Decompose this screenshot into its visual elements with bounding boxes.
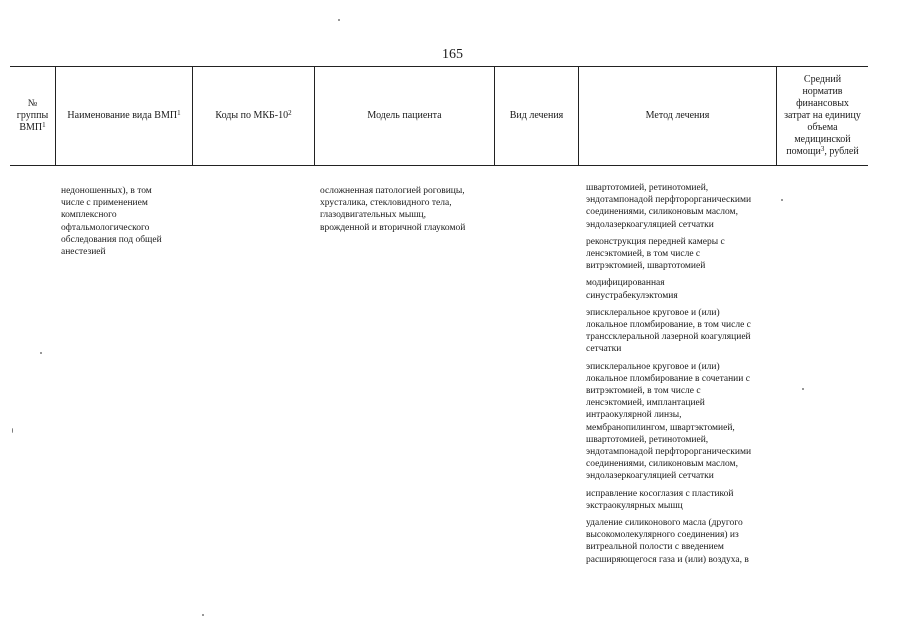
patient-model-line: глазодвигательных мышц, xyxy=(320,210,427,221)
method-line: витрэктомией, в том числе с xyxy=(586,386,701,397)
method-line: синустрабекулэктомия xyxy=(586,290,678,301)
header-cost-line-1: Средний xyxy=(803,74,842,85)
header-cost-line-5: объема xyxy=(807,122,838,133)
header-cost-line-4: затрат на единицу xyxy=(784,110,861,121)
vmp-name-line: анестезией xyxy=(61,247,106,258)
header-cost-line-7a: помощи xyxy=(786,146,821,157)
method-line: реконструкция передней камеры с xyxy=(586,236,725,247)
vmp-name-line: числе с применением xyxy=(61,198,148,209)
patient-model-line: врожденной и вторичной глаукомой xyxy=(320,222,466,233)
method-line: высокомолекулярного соединения) из xyxy=(586,530,739,541)
method-line: эндотампонадой перфторорганическими xyxy=(586,447,752,458)
header-icd-codes-label: Коды по МКБ-10 xyxy=(215,110,289,121)
scan-speck xyxy=(40,352,42,354)
method-line: витрэктомией, швартотомией xyxy=(586,261,706,272)
header-vmp-name-footnote: 1 xyxy=(177,109,181,117)
method-item xyxy=(586,277,782,301)
treatment-method-cell xyxy=(586,182,782,571)
scan-speck xyxy=(338,19,340,21)
method-line: ленсэктомией, имплантацией xyxy=(586,398,705,409)
method-line: транссклеральной лазерной коагуляцией xyxy=(586,332,751,343)
method-line: эндолазеркоагуляцией сетчатки xyxy=(586,471,714,482)
scan-speck xyxy=(12,428,13,433)
header-cost-line-6: медицинской xyxy=(794,134,851,145)
header-cost-line-3: финансовых xyxy=(796,98,849,109)
header-treatment-type-label: Вид лечения xyxy=(509,110,564,121)
vmp-name-line: недоношенных), в том xyxy=(61,186,152,196)
header-group-line-2: группы xyxy=(16,110,49,121)
scan-speck xyxy=(802,388,804,390)
table-header xyxy=(10,66,868,166)
header-group-line-3: ВМП xyxy=(19,122,43,133)
header-group-footnote: 1 xyxy=(42,121,46,129)
header-treatment-method-label: Метод лечения xyxy=(645,110,710,121)
method-item xyxy=(586,307,782,356)
header-group-number xyxy=(10,67,56,165)
header-cost-line-2: норматив xyxy=(802,86,843,97)
method-line: швартотомией, ретинотомией, xyxy=(586,434,709,445)
header-vmp-name-label: Наименование вида ВМП xyxy=(67,110,178,121)
header-group-line-1: № xyxy=(27,98,38,109)
method-line: расширяющегося газа и (или) воздуха, в xyxy=(586,554,749,565)
method-line: соединениями, силиконовым маслом, xyxy=(586,207,738,218)
method-line: модифицированная xyxy=(586,278,665,289)
header-patient-model xyxy=(315,67,495,165)
vmp-name-line: обследования под общей xyxy=(61,234,162,245)
header-average-cost xyxy=(777,67,868,165)
method-line: эписклеральное круговое и (или) xyxy=(586,307,720,318)
method-line: эндолазеркоагуляцией сетчатки xyxy=(586,219,714,230)
header-cost-line-7b: , рублей xyxy=(824,146,859,157)
vmp-name-line: офтальмологического xyxy=(61,222,150,233)
method-line: эндотампонадой перфторорганическими xyxy=(586,195,752,206)
method-line: швартотомией, ретинотомией, xyxy=(586,183,709,193)
header-icd-codes-footnote: 2 xyxy=(288,109,292,117)
scan-speck xyxy=(202,614,204,616)
header-vmp-name xyxy=(56,67,193,165)
method-line: сетчатки xyxy=(586,344,622,355)
method-line: локальное пломбирование в сочетании с xyxy=(586,373,750,384)
header-treatment-method xyxy=(579,67,777,165)
method-item xyxy=(586,361,782,483)
vmp-name-line: комплексного xyxy=(61,210,117,221)
method-line: эписклеральное круговое и (или) xyxy=(586,361,720,372)
header-patient-model-label: Модель пациента xyxy=(367,110,442,121)
method-line: ленсэктомией, в том числе с xyxy=(586,249,701,260)
method-line: мембранопилингом, швартэктомией, xyxy=(586,422,735,433)
method-item xyxy=(586,488,782,512)
method-line: удаление силиконового масла (другого xyxy=(586,518,743,529)
method-item xyxy=(586,182,782,231)
patient-model-cell xyxy=(320,185,492,234)
patient-model-line: осложненная патологией роговицы, xyxy=(320,186,465,196)
method-line: витреальной полости с введением xyxy=(586,542,724,553)
header-treatment-type xyxy=(495,67,579,165)
header-cost-footnote: 3 xyxy=(820,145,825,153)
header-icd-codes xyxy=(193,67,315,165)
method-line: интраокулярной линзы, xyxy=(586,410,682,421)
page-number: 165 xyxy=(442,47,463,62)
vmp-name-cell xyxy=(61,185,187,258)
method-line: локальное пломбирование, в том числе с xyxy=(586,320,751,331)
patient-model-line: хрусталика, стекловидного тела, xyxy=(320,198,452,209)
scan-speck xyxy=(781,199,783,201)
method-item xyxy=(586,517,782,566)
method-item xyxy=(586,236,782,273)
method-line: исправление косоглазия с пластикой xyxy=(586,488,734,499)
method-line: экстраокулярных мышц xyxy=(586,500,683,511)
method-line: соединениями, силиконовым маслом, xyxy=(586,459,738,470)
